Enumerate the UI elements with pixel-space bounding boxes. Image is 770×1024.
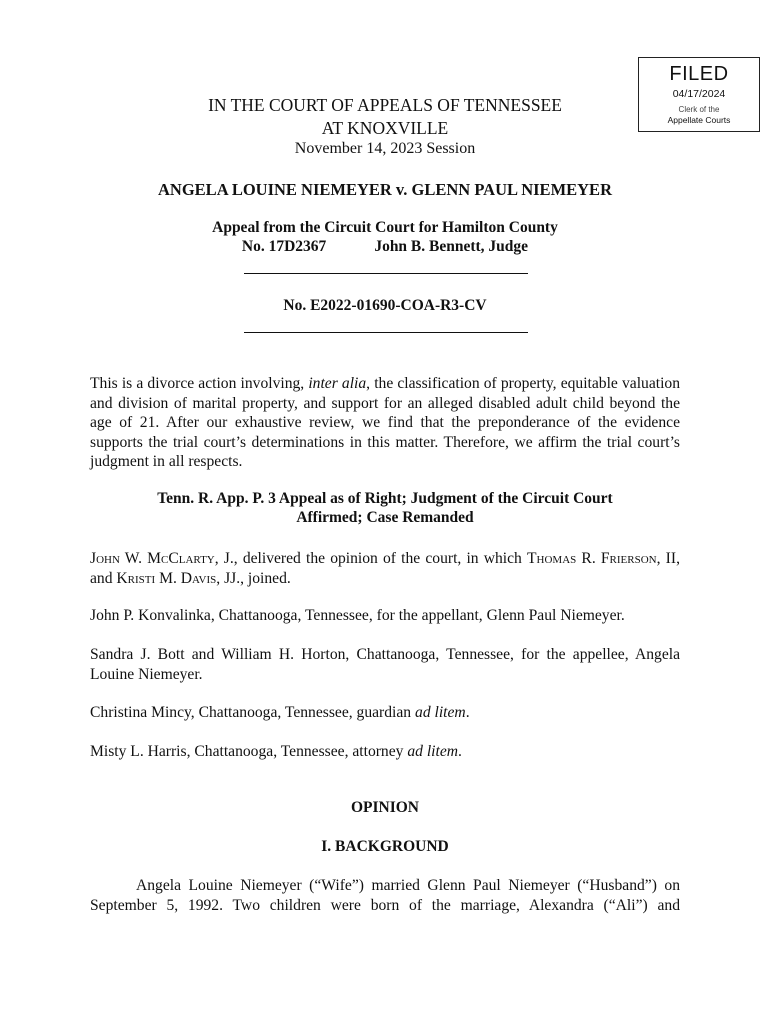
appeal-from: Appeal from the Circuit Court for Hamilton County xyxy=(212,219,558,236)
filed-label: FILED xyxy=(669,63,729,85)
counsel-appellee: Sandra J. Bott and William H. Horton, Chattanooga, Tennessee, for the appellee, Angela Louine Niemeyer. xyxy=(90,646,680,683)
disposition-line-1: Tenn. R. App. P. 3 Appeal as of Right; Judgment of the Circuit Court xyxy=(157,490,613,507)
opinion-heading: OPINION xyxy=(350,799,420,816)
guardian-text: Christina Mincy, Chattanooga, Tennessee, guardian xyxy=(90,704,416,721)
attorney-text: Misty L. Harris, Chattanooga, Tennessee, attorney xyxy=(90,743,408,760)
trial-judge: John B. Bennett, Judge xyxy=(374,238,529,255)
authorship-line xyxy=(90,549,680,588)
disposition-line-2: Affirmed; Case Remanded xyxy=(296,509,474,526)
case-summary xyxy=(90,374,680,472)
trial-number: No. 17D2367 xyxy=(241,238,327,255)
joining-judge-2: Kristi M. Davis xyxy=(116,569,217,587)
summary-text-2: , the classification of property, equitable valuation and division of marital property, and support for an alleged disabled adult child beyond the age of 21. After our exhaustive review, we find that the preponderance of the evidence supports the trial court’s determinations in this matter. Therefore, we affirm the trial court’s judgment in all respects. xyxy=(90,375,681,470)
joining-judge-1: Thomas R. Frierson xyxy=(527,550,657,567)
trial-info xyxy=(0,238,770,256)
author-judge: John W. McClarty xyxy=(90,550,215,567)
authorship-text-3: , JJ., joined. xyxy=(216,569,291,587)
summary-italic: inter alia xyxy=(308,375,367,392)
attorney-italic: ad litem xyxy=(407,743,459,760)
session-date: November 14, 2023 Session xyxy=(294,140,476,157)
section-heading: I. BACKGROUND xyxy=(321,838,449,855)
guardian-italic: ad litem xyxy=(415,704,466,721)
case-title: ANGELA LOUINE NIEMEYER v. GLENN PAUL NIEMEYER xyxy=(158,180,612,199)
divider-bottom xyxy=(244,332,528,333)
authorship-text-2: , II, and xyxy=(90,550,680,587)
appellate-number: No. E2022-01690-COA-R3-CV xyxy=(283,297,487,314)
counsel-appellant: John P. Konvalinka, Chattanooga, Tennessee, for the appellant, Glenn Paul Niemeyer. xyxy=(90,607,625,624)
summary-text-1: This is a divorce action involving, xyxy=(90,375,309,392)
filed-date: 04/17/2024 xyxy=(672,88,726,100)
background-paragraph: Angela Louine Niemeyer (“Wife”) married Glenn Paul Niemeyer (“Husband”) on September 5, 1992. Two children were born of the marriage, Alexandra (“Ali”) and xyxy=(90,877,680,914)
guardian-ad-litem xyxy=(90,703,680,723)
authorship-text-1: , J., delivered the opinion of the court, in which xyxy=(214,550,528,567)
courts-line: Appellate Courts xyxy=(667,115,731,125)
attorney-ad-litem xyxy=(90,742,680,762)
guardian-end: . xyxy=(465,704,470,721)
attorney-end: . xyxy=(458,743,462,760)
clerk-line: Clerk of the xyxy=(678,105,720,114)
court-location: AT KNOXVILLE xyxy=(321,118,449,138)
divider-top xyxy=(244,273,528,274)
court-name: IN THE COURT OF APPEALS OF TENNESSEE xyxy=(208,95,562,115)
